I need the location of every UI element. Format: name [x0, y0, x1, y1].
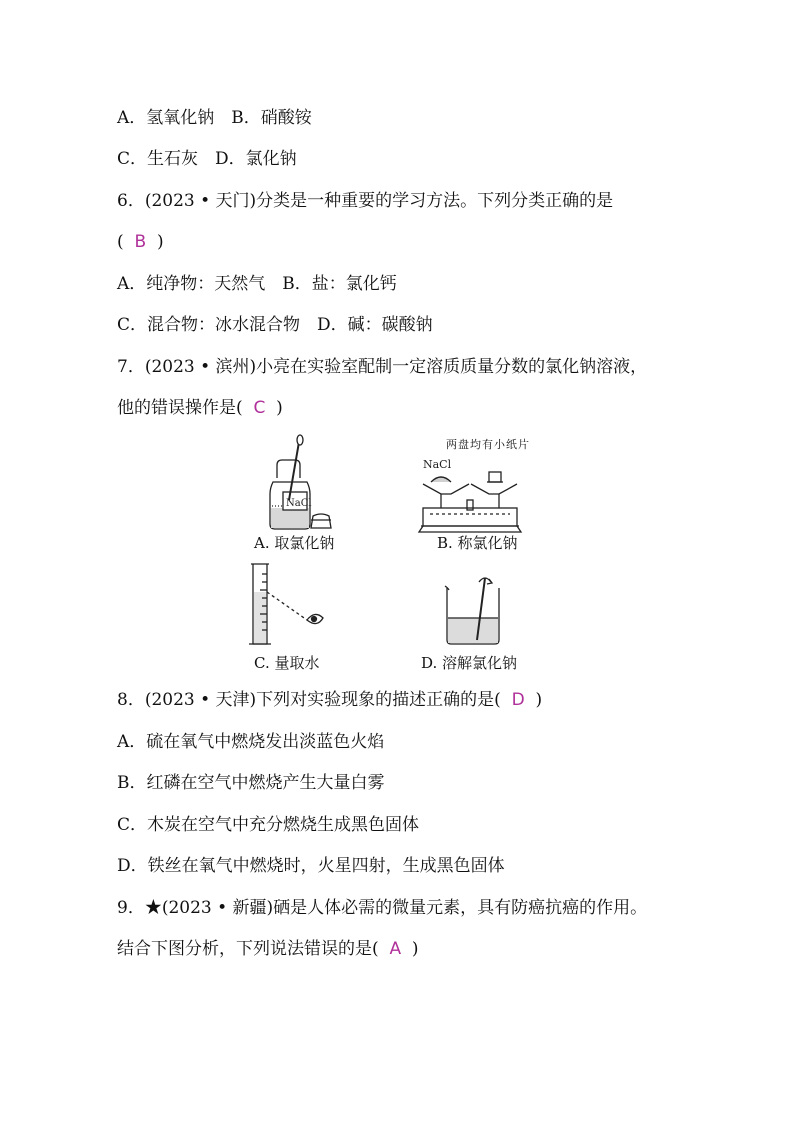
balance-illustration [419, 472, 521, 532]
q9-stem-line-2 [117, 939, 419, 959]
q6-paren-close: ) [156, 232, 164, 252]
measuring-cylinder-illustration [249, 564, 323, 644]
q8-option-a: A．硫在氧气中燃烧发出淡蓝色火焰 [117, 732, 385, 752]
q6-options-line-1: A．纯净物：天然气 B．盐：氯化钙 [117, 274, 397, 294]
q8-option-d: D．铁丝在氧气中燃烧时，火星四射，生成黑色固体 [117, 856, 505, 876]
q6-answer: B [134, 232, 147, 252]
caption-d: D. 溶解氯化钠 [421, 654, 518, 672]
figure-note: 两盘均有小纸片 [446, 438, 530, 451]
q5-options-line-1: A．氢氧化钠 B．硝酸铵 [117, 108, 312, 128]
bottle-label: NaCl [286, 498, 312, 509]
q7-stem-line-2 [117, 398, 283, 418]
beaker-illustration [445, 578, 499, 644]
q6-paren-open: ( [117, 232, 124, 252]
q5-options-line-2: C．生石灰 D．氯化钠 [117, 149, 297, 169]
q6-answer-line [117, 232, 164, 252]
q9-answer: A [389, 939, 402, 959]
q6-stem: 6．(2023 • 天门)分类是一种重要的学习方法。下列分类正确的是 [117, 191, 614, 211]
q9-stem-line-1: 9．★(2023 • 新疆)硒是人体必需的微量元素，具有防癌抗癌的作用。 [117, 898, 648, 918]
q7-paren-close: ) [276, 398, 283, 418]
q9-paren-close: ) [411, 939, 419, 959]
q7-answer: C [253, 398, 266, 418]
reagent-bottle-illustration [270, 435, 331, 529]
q8-option-b: B．红磷在空气中燃烧产生大量白雾 [117, 773, 385, 793]
q7-figure-drawing [245, 432, 575, 677]
q8-option-c: C．木炭在空气中充分燃烧生成黑色固体 [117, 815, 420, 835]
q9-stem-pre: 结合下图分析，下列说法错误的是( [117, 939, 379, 959]
balance-label: NaCl [423, 458, 452, 471]
caption-b: B. 称氯化钠 [437, 534, 518, 552]
q7-stem-line-1: 7．(2023 • 滨州)小亮在实验室配制一定溶质质量分数的氯化钠溶液， [117, 357, 648, 377]
q8-paren-close: ) [535, 690, 543, 710]
q7-stem-pre: 他的错误操作是( [117, 398, 243, 418]
q8-stem-pre: 8．(2023 • 天津)下列对实验现象的描述正确的是( [117, 690, 501, 710]
q8-stem [117, 690, 542, 710]
q8-answer: D [511, 690, 525, 710]
caption-c: C. 量取水 [254, 654, 320, 672]
q7-figure [245, 432, 575, 677]
q6-options-line-2: C．混合物：冰水混合物 D．碱：碳酸钠 [117, 315, 433, 335]
caption-a: A. 取氯化钠 [254, 534, 335, 552]
